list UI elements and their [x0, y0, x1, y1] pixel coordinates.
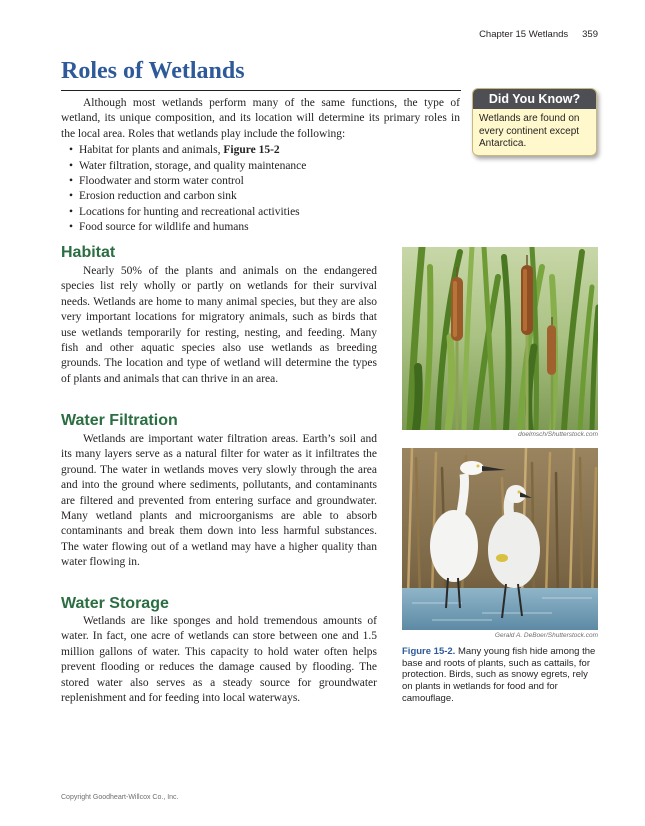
- did-you-know-heading: Did You Know?: [473, 89, 596, 109]
- list-item: [61, 143, 460, 158]
- section-storage: [61, 614, 377, 706]
- figure-label: Figure 15-2.: [402, 646, 456, 657]
- figure-caption: [402, 646, 598, 705]
- filtration-paragraph: Wetlands are important water filtration areas. Earth’s soil and its many layers serve as a natural filter for water as it infiltrates the ground. The water in wetlands moves very slowly through the area and into the ground where sediments, pollutants, and contaminants are filtered and prevented from entering surface and groundwater. Many wetland plants and microorganisms are able to absorb contaminants and break them down into less harmful substances. The water flowing out of a wetland may have a higher quality than water flowing in.: [61, 433, 377, 569]
- cattails-photo: [402, 247, 598, 430]
- figure-reference: Figure 15-2: [223, 144, 280, 157]
- roles-list: [61, 143, 460, 235]
- egrets-photo: [402, 448, 598, 630]
- section-heading-filtration: Water Filtration: [61, 412, 178, 429]
- storage-paragraph: Wetlands are like sponges and hold tremendous amounts of water. In fact, one acre of wetlands can store between one and 1.5 million gallons of water. This capacity to hold water often helps prevent flooding or reduces the damage caused by flooding. The stored water also serves as a steady source for groundwater replenishment and for feeding into local waterways.: [61, 615, 377, 705]
- did-you-know-box: [472, 88, 597, 156]
- section-heading-habitat: Habitat: [61, 244, 116, 261]
- egrets-photo-credit: Gerald A. DeBoer/Shutterstock.com: [494, 632, 598, 639]
- section-habitat: [61, 264, 377, 387]
- egrets-illustration: [402, 448, 598, 630]
- caption-text: Many young fish hide among the base and roots of plants, such as cattails, for protection. Birds, such as snowy egrets, rely on plants in wetlands for food and for camouflage.: [402, 646, 596, 704]
- copyright-footer: Copyright Goodheart-Willcox Co., Inc.: [61, 794, 179, 801]
- list-item: • Erosion reduction and carbon sink: [61, 189, 460, 204]
- list-item: • Food source for wildlife and humans: [61, 220, 460, 235]
- list-item-text: Habitat for plants and animals,: [79, 144, 224, 157]
- did-you-know-text: Wetlands are found on every continent except Antarctica.: [479, 113, 580, 149]
- page-title: Roles of Wetlands: [61, 58, 245, 84]
- list-item: • Water filtration, storage, and quality maintenance: [61, 159, 460, 174]
- section-heading-storage: Water Storage: [61, 595, 169, 612]
- intro-block: [61, 96, 460, 236]
- cattails-photo-credit: doelmsch/Shutterstock.com: [518, 431, 598, 438]
- title-rule: [61, 90, 461, 91]
- page-number: 359: [582, 29, 598, 40]
- list-item: • Floodwater and storm water control: [61, 174, 460, 189]
- chapter-label: Chapter 15 Wetlands: [479, 29, 569, 40]
- running-head: [479, 29, 598, 40]
- habitat-paragraph: Nearly 50% of the plants and animals on the endangered species list rely wholly or partly on wetlands for their survival needs. Wetlands are home to many animal species, but they are also very important locations for migratory animals, such as birds that use wetlands temporarily for resting, nesting, and feeding. Many fish and other aquatic species also use wetlands as breeding grounds. The location and type of wetland will determine the types of plants and animals that can thrive in an area.: [61, 265, 377, 385]
- list-item: • Locations for hunting and recreational activities: [61, 205, 460, 220]
- section-filtration: [61, 432, 377, 571]
- intro-paragraph: Although most wetlands perform many of the same functions, the type of wetland, its unique composition, and its location will determine its primary roles in the local area. Roles that wetlands play include the following:: [61, 97, 460, 140]
- cattails-illustration: [402, 247, 598, 430]
